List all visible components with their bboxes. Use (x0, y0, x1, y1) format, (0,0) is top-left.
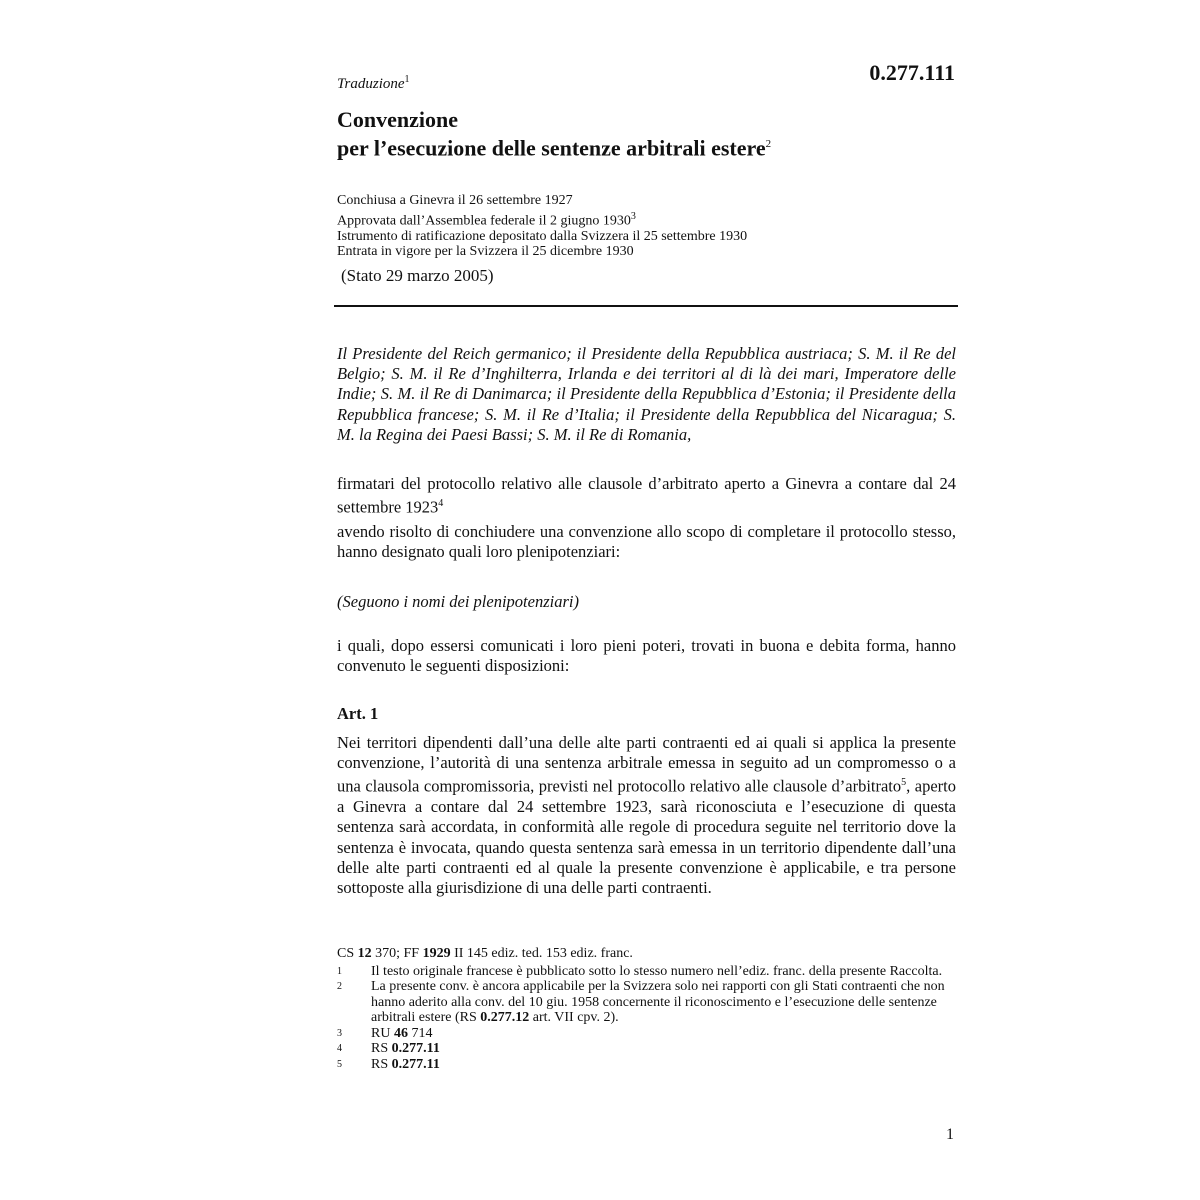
meta-concluded: Conchiusa a Ginevra il 26 settembre 1927 (337, 193, 573, 208)
plenipotentiaries-note: (Seguono i nomi dei plenipotenziari) (337, 592, 579, 611)
footnote-bold: 0.277.11 (391, 1041, 440, 1056)
meta-approved-text: Approvata dall’Assemblea federale il 2 giugno 1930 (337, 213, 631, 229)
footnote-1 (337, 964, 956, 980)
meta-in-force: Entrata in vigore per la Svizzera il 25 dicembre 1930 (337, 244, 634, 260)
footnote-tail: 714 (407, 1025, 433, 1041)
footnote-number: 5 (337, 1058, 342, 1070)
ref-end: II 145 ediz. ted. 153 ediz. franc. (450, 946, 633, 961)
footnotes (337, 946, 956, 1072)
footnote-ref-2: 2 (765, 138, 772, 150)
sr-number: 0.277.111 (869, 60, 955, 85)
footnote-text: La presente conv. è ancora applicabile per la Svizzera solo nei rapporti con gli Stati contraenti che non hanno aderito alla conv. del 10 giu. 1958 concernente il riconoscimento e l’esecuzione delle sentenze arbitrali estere (RS (371, 979, 945, 1025)
footnote-4 (337, 1041, 956, 1057)
ref-cs-volume: 12 (357, 946, 372, 961)
title-line-1: Convenzione (337, 107, 458, 132)
footnote-number: 2 (337, 981, 342, 992)
footnote-number: 3 (337, 1027, 342, 1039)
status-date: (Stato 29 marzo 2005) (341, 266, 494, 285)
title-line-2 (337, 132, 956, 160)
ref-ff-year: 1929 (422, 946, 451, 961)
title-line-2-text: per l’esecuzione delle sentenze arbitrali estere (337, 135, 766, 161)
article-1-heading: Art. 1 (337, 704, 379, 723)
translation-label (337, 74, 410, 93)
document-title (337, 108, 956, 160)
meta-ratification: Istrumento di ratificazione depositato dalla Svizzera il 25 settembre 1930 (337, 228, 748, 244)
footnote-text: RU (371, 1025, 394, 1041)
footnote-ref-4: 4 (438, 498, 444, 510)
footnote-number: 1 (337, 965, 342, 977)
footnote-text: Il testo originale francese è pubblicato sotto lo stesso numero nell’ediz. franc. della presente Raccolta. (371, 963, 943, 979)
page-number: 1 (946, 1126, 954, 1143)
metadata-block (337, 193, 956, 260)
footnote-number: 4 (337, 1043, 342, 1054)
footnote-ref-3: 3 (630, 210, 636, 222)
footnote-ref-1: 1 (404, 74, 410, 85)
header-divider (334, 305, 958, 307)
preamble-parties: Il Presidente del Reich germanico; il Presidente della Repubblica austriaca; S. M. il Re del Belgio; S. M. il Re d’Inghilterra, Irlanda e dei territori al di là dei mari, Imperatore delle Indie; S. M. il Re di Danimarca; il Presidente della Repubblica d’Estonia; il Presidente della Repubblica francese; S. M. il Re d’Italia; il Presidente della Repubblica del Nicaragua; S. M. la Regina dei Paesi Bassi; S. M. il Re di Romania, (337, 344, 956, 444)
footnote-3 (337, 1026, 956, 1042)
ref-cs-label: CS (337, 946, 358, 961)
paragraph-agreed: i quali, dopo essersi comunicati i loro pieni poteri, trovati in buona e debita forma, hanno convenuto le seguenti disposizioni: (337, 636, 956, 676)
ref-mid: 370; FF (371, 946, 423, 961)
footnote-2 (337, 979, 956, 1026)
paragraph-signatories (337, 474, 956, 518)
footnote-text: RS (371, 1056, 392, 1072)
footnote-5 (337, 1057, 956, 1073)
article-1-text-b: , aperto a Ginevra a contare dal 24 settembre 1923, sarà riconosciuta e l’esecuzione di questa sentenza sarà accordata, in conformità alle regole di procedura seguite nel territorio dove la sentenza è invocata, quando questa sentenza sarà emessa in un territorio dipendente dall’una delle alte parti contraenti ed al quale la presente convenzione è applicabile, e tra persone sottoposte alla giurisdizione di una delle parti contraenti. (337, 776, 957, 897)
footnote-tail: art. VII cpv. 2). (529, 1010, 619, 1025)
footnote-text: RS (371, 1041, 392, 1056)
footnote-ref-5: 5 (901, 777, 907, 789)
footnote-bold: 46 (393, 1025, 408, 1041)
signatories-text: firmatari del protocollo relativo alle clausole d’arbitrato aperto a Ginevra a contare dal 24 settembre 1923 (337, 474, 956, 517)
source-reference (337, 946, 956, 962)
paragraph-resolved: avendo risolto di conchiudere una convenzione allo scopo di completare il protocollo stesso, hanno designato quali loro plenipotenziari: (337, 522, 956, 562)
footnote-bold: 0.277.12 (480, 1010, 530, 1025)
article-1-body (337, 733, 956, 898)
footnote-bold: 0.277.11 (391, 1056, 440, 1072)
translation-text: Traduzione (337, 76, 405, 92)
article-1-text-a: Nei territori dipendenti dall’una delle alte parti contraenti ed ai quali si applica la presente convenzione, l’autorità di una sentenza arbitrale emessa in seguito ad un compromesso o a una clausola compromissoria, previsti nel protocollo relativo alle clausole d’arbitrato (337, 733, 956, 796)
meta-approved (337, 209, 956, 229)
